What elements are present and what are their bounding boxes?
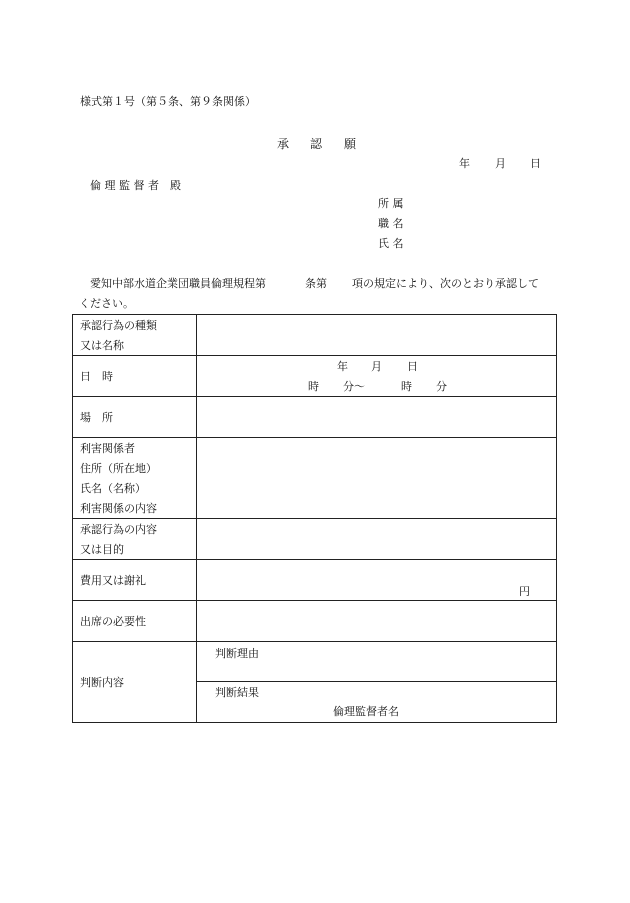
request-text-part1: 愛知中部水道企業団職員倫理規程第	[90, 277, 266, 290]
form-number: 様式第１号（第５条、第９条関係）	[80, 95, 256, 108]
necessity-label: 出席の必要性	[80, 615, 146, 628]
act-type-label-2: 又は名称	[80, 339, 124, 352]
table-row	[73, 642, 557, 723]
applicant-name-label: 氏 名	[378, 237, 404, 250]
table-row	[73, 356, 557, 397]
datetime-hour-from: 時	[308, 380, 319, 393]
judgment-result-label: 判断結果	[215, 686, 259, 699]
judgment-value	[197, 642, 557, 723]
title-char-2: 認	[310, 137, 323, 151]
table-row	[73, 560, 557, 601]
act-type-label-1: 承認行為の種類	[80, 319, 157, 332]
request-text-line2: ください。	[79, 297, 134, 310]
act-content-label-2: 又は目的	[80, 543, 124, 556]
act-type-value[interactable]	[197, 315, 557, 356]
datetime-day: 日	[407, 360, 418, 373]
request-text-part3: 項の規定により、次のとおり承認して	[352, 277, 539, 290]
interested-party-value[interactable]	[197, 438, 557, 519]
act-content-value[interactable]	[197, 519, 557, 560]
judgment-reason-field[interactable]	[197, 642, 556, 682]
table-row	[73, 315, 557, 356]
date-day: 日	[530, 157, 541, 170]
interested-party-label-2: 住所（所在地）	[80, 462, 157, 475]
request-text-part2: 条第	[305, 277, 327, 290]
datetime-month: 月	[371, 360, 382, 373]
place-label: 場 所	[80, 411, 113, 424]
title-char-3: 願	[344, 137, 357, 151]
interested-party-label-1: 利害関係者	[80, 442, 135, 455]
judgment-reason-label: 判断理由	[215, 647, 259, 660]
datetime-minute-to: 分	[436, 380, 447, 393]
datetime-label: 日 時	[80, 370, 113, 383]
table-row	[73, 438, 557, 519]
cost-value[interactable]	[197, 560, 557, 601]
table-row	[73, 397, 557, 438]
title-char-1: 承	[277, 137, 290, 151]
applicant-position-label: 職 名	[378, 217, 404, 230]
datetime-minute-from: 分～	[343, 380, 365, 393]
interested-party-label-3: 氏名（名称）	[80, 482, 146, 495]
approval-form-table	[72, 314, 557, 723]
interested-party-label-4: 利害関係の内容	[80, 502, 157, 515]
datetime-hour-to: 時	[401, 380, 412, 393]
judgment-label: 判断内容	[80, 676, 124, 689]
datetime-year: 年	[337, 360, 348, 373]
table-row	[73, 601, 557, 642]
necessity-value[interactable]	[197, 601, 557, 642]
date-month: 月	[495, 157, 506, 170]
table-row	[73, 519, 557, 560]
act-content-label-1: 承認行為の内容	[80, 523, 157, 536]
datetime-value[interactable]	[197, 356, 557, 397]
applicant-affiliation-label: 所 属	[378, 197, 404, 210]
addressee: 倫 理 監 督 者 殿	[90, 179, 181, 192]
judgment-result-field[interactable]	[197, 682, 556, 722]
date-year: 年	[459, 157, 470, 170]
cost-unit: 円	[519, 585, 530, 598]
supervisor-name-label: 倫理監督者名	[333, 705, 399, 718]
place-value[interactable]	[197, 397, 557, 438]
cost-label: 費用又は謝礼	[80, 574, 146, 587]
